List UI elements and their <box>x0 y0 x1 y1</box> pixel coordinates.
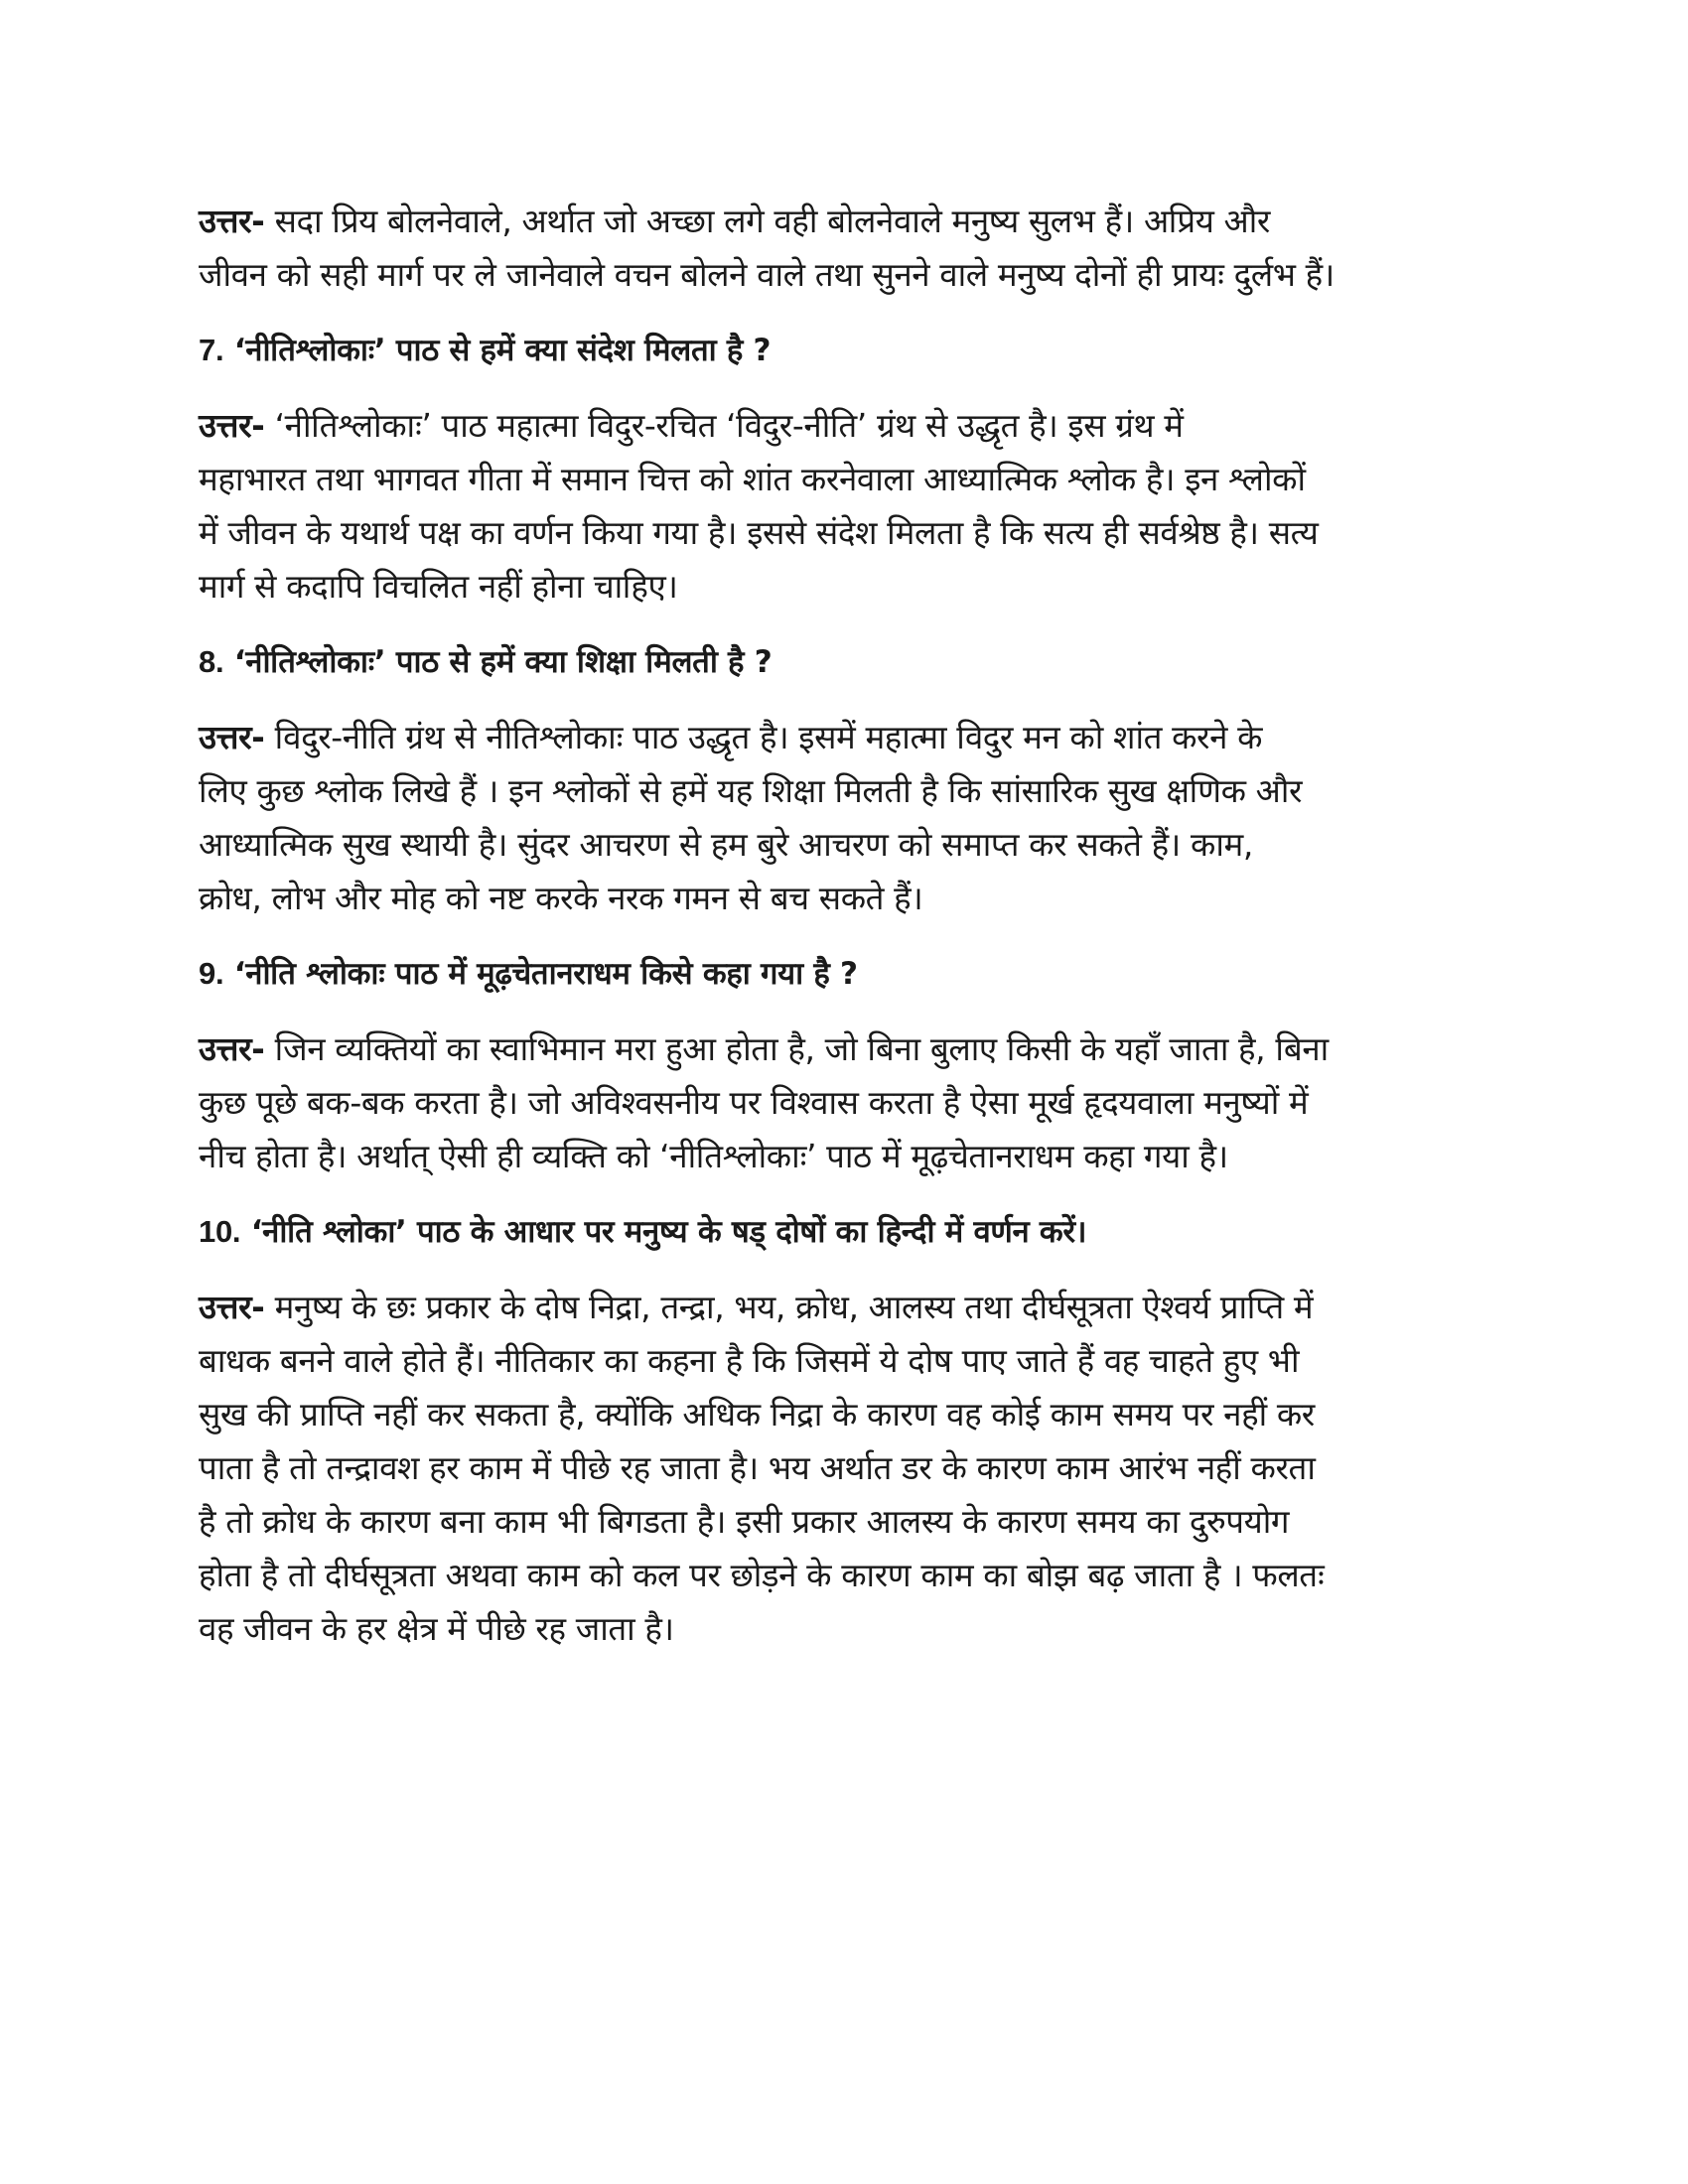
question-text: ‘नीति श्लोकाः पाठ में मूढ़चेतानराधम किसे कहा गया है ? <box>233 956 858 992</box>
answer-line: विदुर-नीति ग्रंथ से नीतिश्लोकाः पाठ उद्धृत है। इसमें महात्मा विदुर मन को शांत करने के <box>274 718 1263 756</box>
answer-line: जीवन को सही मार्ग पर ले जानेवाले वचन बोलने वाले तथा सुनने वाले मनुष्य दोनों ही प्रायः दुर्लभ हैं। <box>199 255 1335 294</box>
question-text: ‘नीतिश्लोकाः’ पाठ से हमें क्या शिक्षा मिलती है ? <box>233 644 773 680</box>
answer-line: वह जीवन के हर क्षेत्र में पीछे रह जाता है। <box>199 1609 674 1648</box>
answer-label: उत्तर- <box>199 406 265 445</box>
answer-line: ‘नीतिश्लोकाः’ पाठ महात्मा विदुर-रचित ‘विदुर-नीति’ ग्रंथ से उद्धृत है। इस ग्रंथ में <box>274 406 1184 445</box>
question-heading <box>199 324 1489 377</box>
answer-line: जिन व्यक्तियों का स्वाभिमान मरा हुआ होता है, जो बिना बुलाए किसी के यहाँ जाता है, बिना <box>274 1029 1329 1068</box>
answer-line: मनुष्य के छः प्रकार के दोष निद्रा, तन्द्रा, भय, क्रोध, आलस्य तथा दीर्घसूत्रता ऐश्वर्य प्राप्ति में <box>274 1288 1314 1326</box>
answer-line: मार्ग से कदापि विचलित नहीं होना चाहिए। <box>199 567 678 606</box>
answer-line: लिए कुछ श्लोक लिखे हैं । इन श्लोकों से हमें यह शिक्षा मिलती है कि सांसारिक सुख क्षणिक और <box>199 771 1303 810</box>
question-heading <box>199 947 1489 1001</box>
question-heading <box>199 1205 1489 1259</box>
answer-paragraph <box>199 1023 1489 1183</box>
answer-label: उत्तर- <box>199 202 265 240</box>
answer-paragraph <box>199 711 1489 925</box>
answer-line: सदा प्रिय बोलनेवाले, अर्थात जो अच्छा लगे वही बोलनेवाले मनुष्य सुलभ हैं। अप्रिय और <box>274 202 1271 240</box>
question-number: 9. <box>199 956 224 991</box>
question-number: 10. <box>199 1214 241 1249</box>
answer-paragraph <box>199 399 1489 614</box>
answer-paragraph <box>199 1281 1489 1656</box>
answer-line: में जीवन के यथार्थ पक्ष का वर्णन किया गया है। इससे संदेश मिलता है कि सत्य ही सर्वश्रेष्ठ है। सत्य <box>199 513 1319 552</box>
question-number: 8. <box>199 644 224 679</box>
answer-line: बाधक बनने वाले होते हैं। नीतिकार का कहना है कि जिसमें ये दोष पाए जाते हैं वह चाहते हुए भी <box>199 1341 1300 1380</box>
question-heading <box>199 635 1489 689</box>
answer-label: उत्तर- <box>199 718 265 756</box>
answer-line: है तो क्रोध के कारण बना काम भी बिगडता है। इसी प्रकार आलस्य के कारण समय का दुरुपयोग <box>199 1502 1290 1541</box>
answer-line: कुछ पूछे बक-बक करता है। जो अविश्वसनीय पर विश्वास करता है ऐसा मूर्ख हृदयवाला मनुष्यों में <box>199 1083 1309 1122</box>
question-text: ‘नीति श्लोका’ पाठ के आधार पर मनुष्य के षड् दोषों का हिन्दी में वर्णन करें। <box>250 1214 1087 1250</box>
question-text: ‘नीतिश्लोकाः’ पाठ से हमें क्या संदेश मिलता है ? <box>233 333 772 368</box>
answer-line: आध्यात्मिक सुख स्थायी है। सुंदर आचरण से हम बुरे आचरण को समाप्त कर सकते हैं। काम, <box>199 825 1253 864</box>
answer-line: क्रोध, लोभ और मोह को नष्ट करके नरक गमन से बच सकते हैं। <box>199 879 923 917</box>
answer-label: उत्तर- <box>199 1288 265 1326</box>
answer-label: उत्तर- <box>199 1029 265 1068</box>
question-number: 7. <box>199 333 224 367</box>
answer-line: महाभारत तथा भागवत गीता में समान चित्त को शांत करनेवाला आध्यात्मिक श्लोक है। इन श्लोकों <box>199 460 1306 498</box>
answer-line: होता है तो दीर्घसूत्रता अथवा काम को कल पर छोड़ने के कारण काम का बोझ बढ़ जाता है । फलतः <box>199 1556 1325 1594</box>
answer-line: नीच होता है। अर्थात् ऐसी ही व्यक्ति को ‘नीतिश्लोकाः’ पाठ में मूढ़चेतानराधम कहा गया है। <box>199 1137 1228 1175</box>
answer-paragraph <box>199 195 1489 302</box>
document-page <box>199 195 1489 1656</box>
answer-line: सुख की प्राप्ति नहीं कर सकता है, क्योंकि अधिक निद्रा के कारण वह कोई काम समय पर नहीं कर <box>199 1395 1315 1433</box>
answer-line: पाता है तो तन्द्रावश हर काम में पीछे रह जाता है। भय अर्थात डर के कारण काम आरंभ नहीं करता <box>199 1448 1316 1487</box>
